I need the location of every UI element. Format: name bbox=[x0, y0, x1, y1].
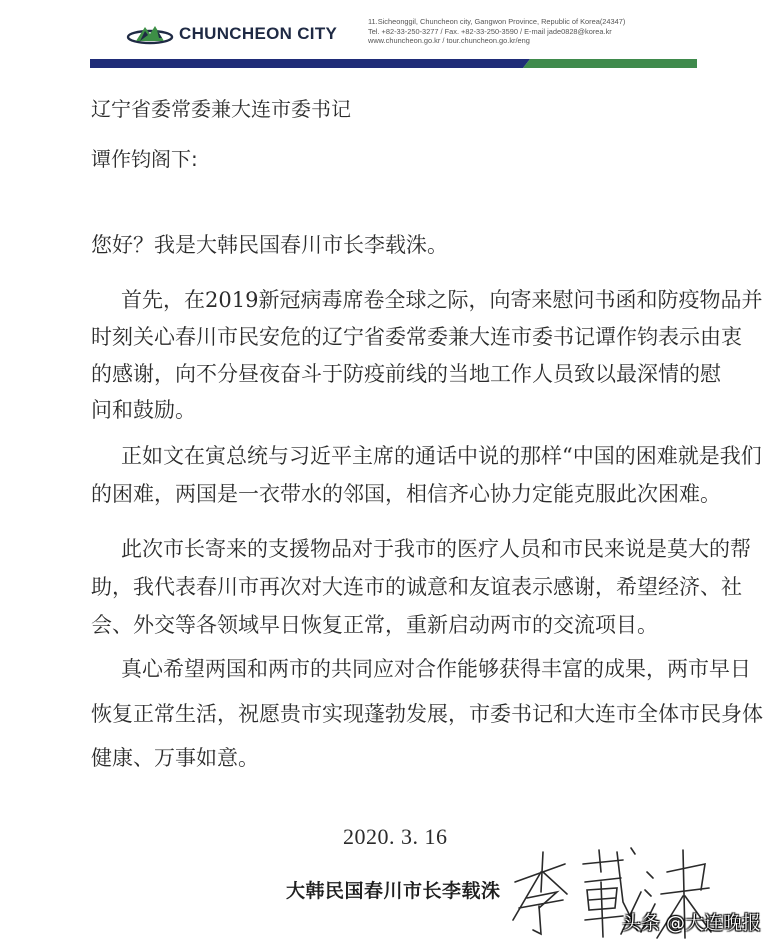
paragraph-line: 此次市长寄来的支援物品对于我市的医疗人员和市民来说是莫大的帮 bbox=[121, 537, 751, 561]
paragraph-line: 会、外交等各领域早日恢复正常，重新启动两市的交流项目。 bbox=[91, 613, 658, 637]
salutation: 谭作钧阁下: bbox=[91, 147, 198, 171]
website-line: www.chuncheon.go.kr / tour.chuncheon.go.kr/eng bbox=[368, 36, 530, 46]
signatory-title: 大韩民国春川市长李载洙 bbox=[286, 880, 501, 902]
paragraph-line: 助，我代表春川市再次对大连市的诚意和友谊表示感谢，希望经济、社 bbox=[91, 575, 742, 599]
paragraph-line: 时刻关心春川市民安危的辽宁省委常委兼大连市委书记谭作钧表示由衷 bbox=[91, 325, 742, 349]
paragraph-line: 首先，在2019新冠病毒席卷全球之际，向寄来慰问书函和防疫物品并 bbox=[121, 288, 763, 312]
paragraph-line: 的困难，两国是一衣带水的邻国，相信齐心协力定能克服此次困难。 bbox=[91, 482, 721, 506]
paragraph-line: 健康、万事如意。 bbox=[91, 746, 259, 770]
paragraph-line: 真心希望两国和两市的共同应对合作能够获得丰富的成果，两市早日 bbox=[121, 657, 751, 681]
letter-date: 2020. 3. 16 bbox=[343, 824, 448, 849]
recipient-title: 辽宁省委常委兼大连市委书记 bbox=[91, 97, 351, 121]
paragraph-line: 正如文在寅总统与习近平主席的通话中说的那样“中国的困难就是我们 bbox=[121, 444, 762, 468]
logo-text: CHUNCHEON CITY bbox=[179, 24, 338, 43]
paragraph-1 bbox=[91, 284, 763, 424]
letterhead-divider-bar bbox=[90, 59, 697, 68]
greeting: 您好？我是大韩民国春川市长李载洙。 bbox=[91, 233, 448, 257]
contact-line: Tel. +82-33-250-3277 / Fax. +82-33-250-3590 / E-mail jade0828@korea.kr bbox=[368, 26, 612, 36]
address-line: 11.Sicheonggil, Chuncheon city, Gangwon Province, Republic of Korea(24347) bbox=[368, 17, 626, 26]
chuncheon-city-logo bbox=[126, 22, 337, 46]
paragraph-line: 恢复正常生活，祝愿贵市实现蓬勃发展，市委书记和大连市全体市民身体 bbox=[91, 702, 763, 726]
paragraph-line: 的感谢，向不分昼夜奋斗于防疫前线的当地工作人员致以最深情的慰 bbox=[91, 362, 721, 386]
mountain-logo-icon bbox=[126, 22, 174, 46]
paragraph-4 bbox=[91, 653, 763, 783]
paragraph-2 bbox=[91, 440, 762, 520]
letterhead-address bbox=[368, 17, 625, 46]
paragraph-3 bbox=[91, 533, 751, 653]
source-watermark: 头条 @大连晚报 bbox=[622, 912, 762, 934]
paragraph-line: 问和鼓励。 bbox=[91, 398, 196, 422]
